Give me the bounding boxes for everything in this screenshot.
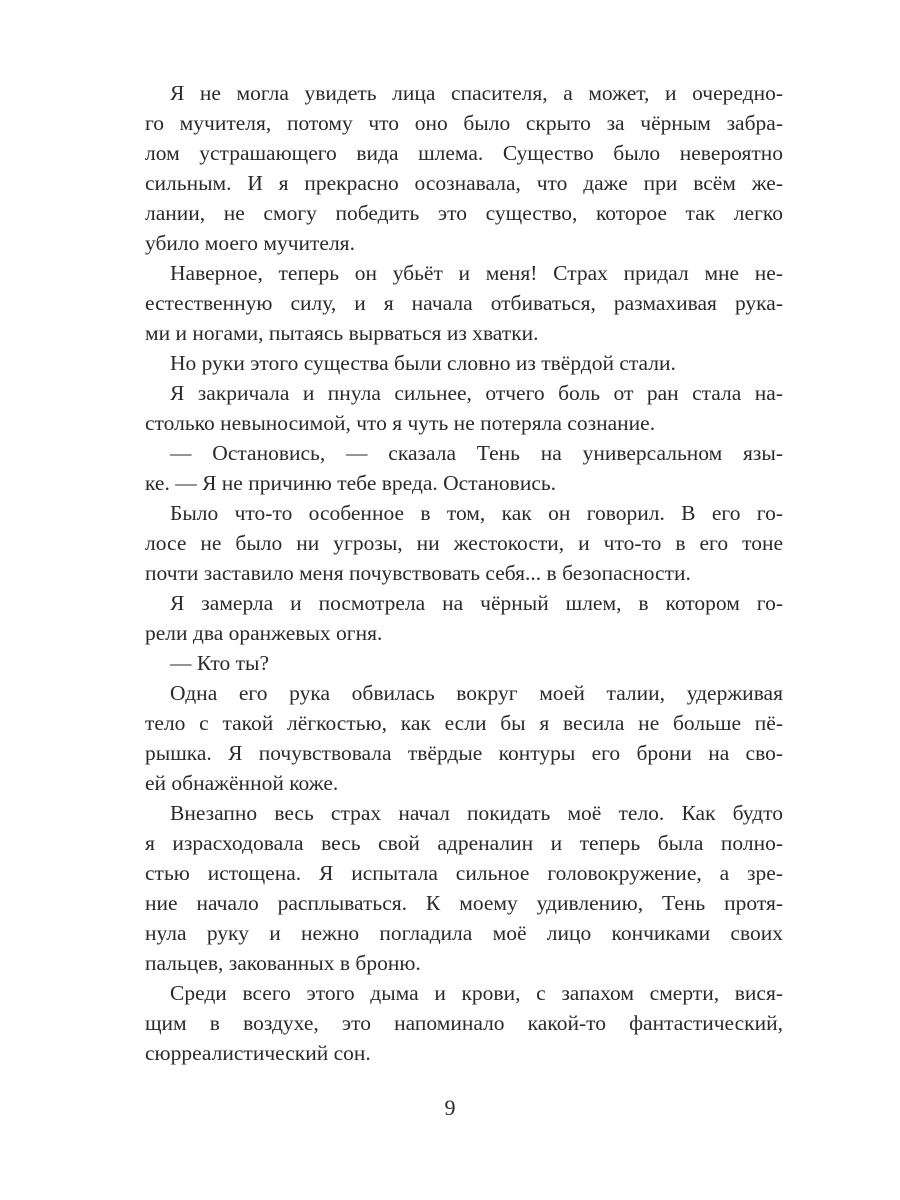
text-line: Я замерла и посмотрела на чёрный шлем, в котором го-: [170, 591, 783, 615]
paragraph: [145, 588, 783, 648]
text-line: Внезапно весь страх начал покидать моё тело. Как будто: [170, 801, 783, 825]
text-line: ние начало расплываться. К моему удивлению, Тень протя-: [145, 891, 783, 915]
text-line: ми и ногами, пытаясь вырваться из хватки.: [145, 321, 539, 345]
text-line: тело с такой лёгкостью, как если бы я весила не больше пё-: [145, 711, 783, 735]
paragraph: [145, 348, 783, 378]
paragraph: [145, 258, 783, 348]
paragraph: [145, 78, 783, 258]
text-line: рышка. Я почувствовала твёрдые контуры его брони на сво-: [145, 741, 783, 765]
text-line: ке. — Я не причиню тебе вреда. Остановись.: [145, 471, 557, 495]
text-line: сильным. И я прекрасно осознавала, что даже при всём же-: [145, 171, 783, 195]
text-line: лосе не было ни угрозы, ни жестокости, и что-то в его тоне: [145, 531, 783, 555]
text-line: Среди всего этого дыма и крови, с запахом смерти, вися-: [170, 981, 783, 1005]
body-text: [145, 78, 783, 1068]
text-line: лании, не смогу победить это существо, которое так легко: [145, 201, 783, 225]
paragraph: [145, 498, 783, 588]
text-line: пальцев, закованных в броню.: [145, 951, 421, 975]
text-line: — Кто ты?: [170, 651, 270, 675]
text-line: — Остановись, — сказала Тень на универсальном язы-: [170, 441, 783, 465]
text-line: почти заставило меня почувствовать себя... в безопасности.: [145, 561, 691, 585]
text-line: Одна его рука обвилась вокруг моей талии, удерживая: [170, 681, 783, 705]
paragraph: [145, 438, 783, 498]
paragraph: [145, 678, 783, 798]
text-line: Но руки этого существа были словно из твёрдой стали.: [170, 351, 676, 375]
text-line: естественную силу, и я начала отбиваться, размахивая рука-: [145, 291, 783, 315]
text-line: Было что-то особенное в том, как он говорил. В его го-: [170, 501, 783, 525]
paragraph: [145, 648, 783, 678]
text-line: ей обнажённой коже.: [145, 771, 339, 795]
text-line: Я не могла увидеть лица спасителя, а может, и очередно-: [170, 81, 783, 105]
text-line: щим в воздухе, это напоминало какой-то фантастический,: [145, 1011, 783, 1035]
text-line: нула руку и нежно погладила моё лицо кончиками своих: [145, 921, 783, 945]
page-number: 9: [444, 1095, 456, 1120]
paragraph: [145, 798, 783, 978]
paragraph: [145, 378, 783, 438]
text-line: я израсходовала весь свой адреналин и теперь была полно-: [145, 831, 783, 855]
text-line: Наверное, теперь он убьёт и меня! Страх придал мне не-: [170, 261, 783, 285]
text-line: столько невыносимой, что я чуть не потеряла сознание.: [145, 411, 656, 435]
text-line: стью истощена. Я испытала сильное головокружение, а зре-: [145, 861, 783, 885]
text-line: убило моего мучителя.: [145, 231, 355, 255]
text-line: го мучителя, потому что оно было скрыто за чёрным забра-: [145, 111, 783, 135]
text-line: Я закричала и пнула сильнее, отчего боль от ран стала на-: [170, 381, 783, 405]
text-line: сюрреалистический сон.: [145, 1041, 371, 1065]
text-line: рели два оранжевых огня.: [145, 621, 383, 645]
text-line: лом устрашающего вида шлема. Существо было невероятно: [145, 141, 783, 165]
paragraph: [145, 978, 783, 1068]
